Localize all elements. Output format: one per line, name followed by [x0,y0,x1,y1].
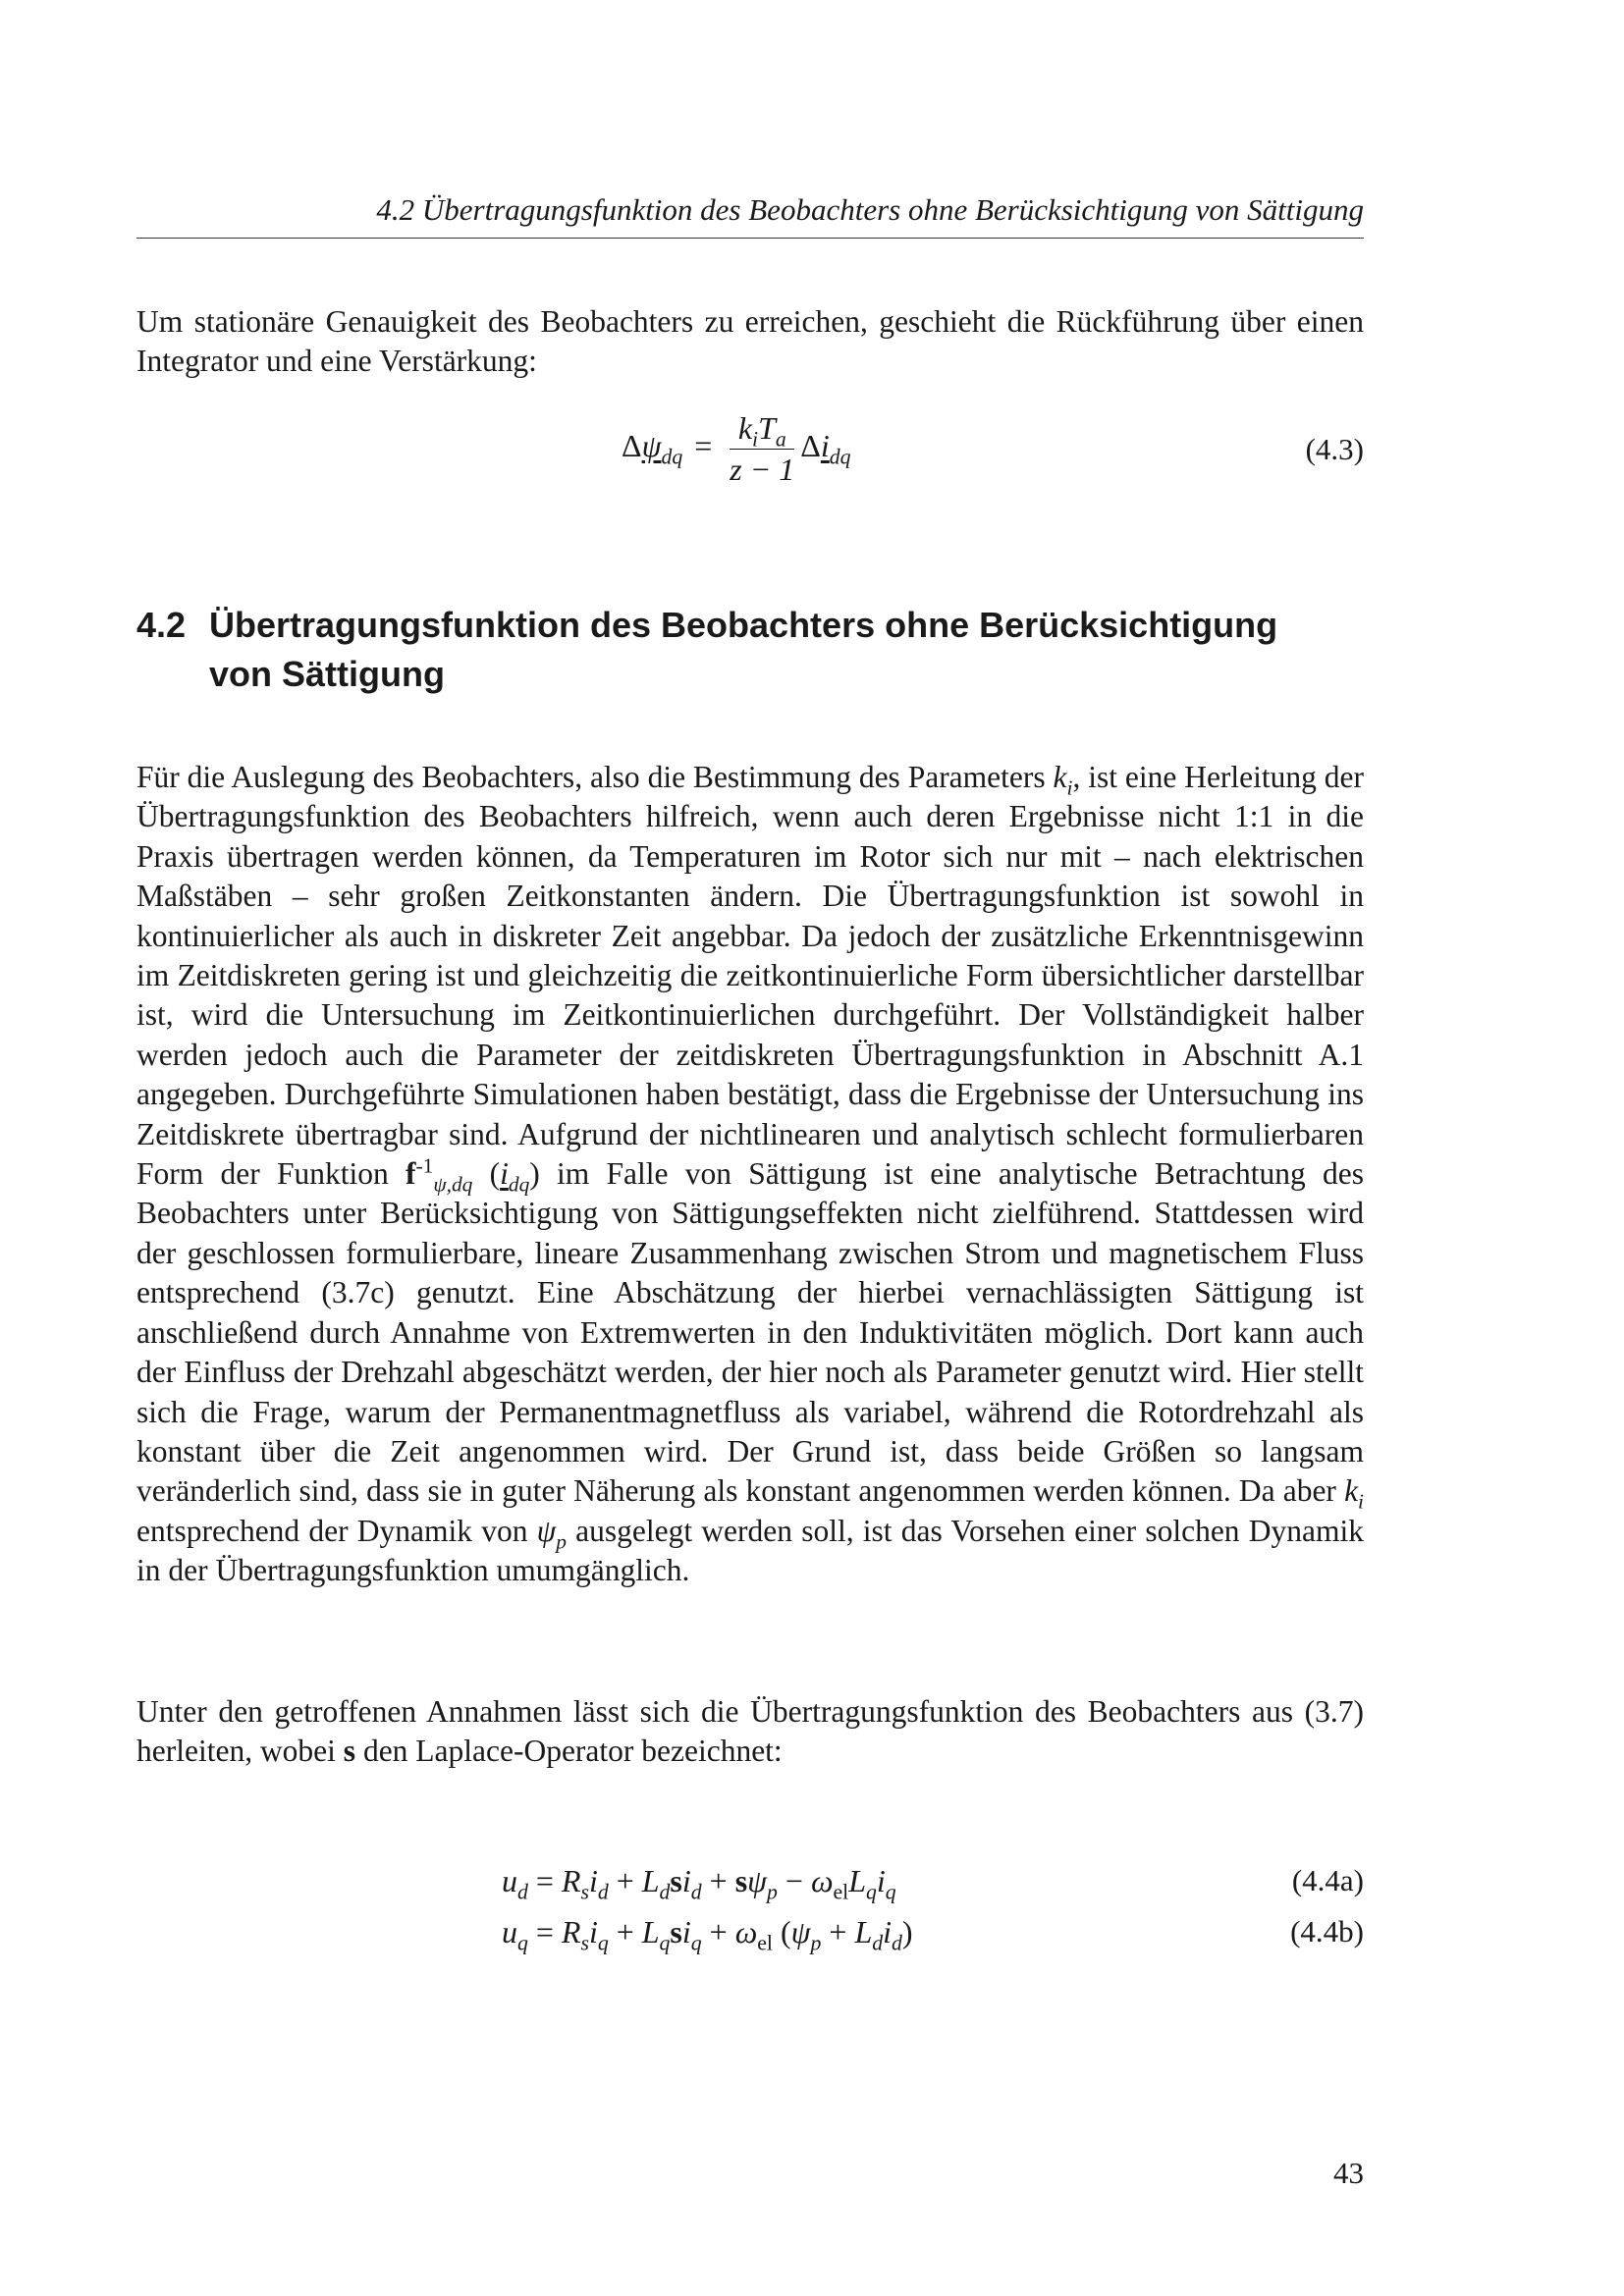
equation-4-3-body: $\Delta\psi_{dq}$ = $\frac{k_iT_a}{z - 1}$ $\Delta i_{dq}$ [622,410,851,487]
body-paragraph-2: Unter den getroffenen Annahmen lässt sich die Übertragungsfunktion des Beobachters aus (3.7) herleiten, wobei s den Laplace-Operator bezeichnet: [136,1694,1364,1769]
running-header [136,192,1364,239]
equation-4-4a: $u_d = R_si_d + L_dsi_d + s\psi_p - \omega_{el}L_qi_q$ (4.4a) [502,1863,1364,1904]
equation-4-4b: $u_q = R_si_q + L_qsi_q + \omega_{el}$ $(\psi_p + L_di_d)$ (4.4b) [502,1914,1364,1955]
equation-number: (4.4a) [1291,1863,1364,1897]
fraction-numerator: $k_iT_a$ [730,410,794,450]
equation-4-3 [136,410,1364,489]
section-title-line1: Übertragungsfunktion des Beobachters ohne Berücksichtigung [209,605,1278,645]
section-heading [136,601,1364,699]
fraction-denominator: z − 1 [730,452,795,487]
fraction [730,410,794,488]
section-number: 4.2 [136,605,187,645]
running-header-title: 4.2 Übertragungsfunktion des Beobachters ohne Berücksichtigung von Sättigung [376,192,1364,227]
intro-paragraph: Um stationäre Genauigkeit des Beobachters zu erreichen, geschieht die Rückführung über einen Integrator und eine Verstärkung: [136,304,1364,379]
body-paragraph-1: Für die Auslegung des Beobachters, also die Bestimmung des Parameters $k_i$, ist eine Herleitung der Übertragungsfunktion des Beobachters hilfreich, wenn auch deren Ergebnisse nicht 1:1 in die Praxis übertragen werden können, da Temperaturen im Rotor sich nur mit – nach elektrischen Maßstäben – sehr großen Zeitkonstanten ändern. Die Übertragungsfunktion ist sowohl in kontinuierlicher als auch in diskreter Zeit angebbar. Da jedoch der zusätzliche Erkenntnisgewinn im Zeitdiskreten gering ist und gleichzeitig die zeitkontinuierliche Form übersichtlicher darstellbar ist, wird die Untersuchung im Zeitkontinuierlichen durchgeführt. Der Vollständigkeit halber werden jedoch auch die Parameter der zeitdiskreten Übertragungsfunktion in Abschnitt A.1 angegeben. Durchgeführte Simulationen haben bestätigt, dass die Ergebnisse der Untersuchung ins Zeitdiskrete übertragbar sind. Aufgrund der nichtlinearen und analytisch schlecht formulierbaren Form der Funktion $f^{-1}_{\psi,dq}$ $(i_{dq})$ im Falle von Sättigung ist eine analytische Betrachtung des Beobachters unter Berücksichtigung von Sättigungseffekten nicht zielführend. Stattdessen wird der geschlossen formulierbare, lineare Zusammenhang zwischen Strom und magnetischem Fluss entsprechend (3.7c) genutzt. Eine Abschätzung der hierbei vernachlässigten Sättigung ist anschließend durch Annahme von Extremwerten in den Induktivitäten möglich. Dort kann auch der Einfluss der Drehzahl abgeschätzt werden, der hier noch als Parameter genutzt wird. Hier stellt sich die Frage, warum der Permanentmagnetfluss als variabel, während die Rotordrehzahl als konstant über die Zeit angenommen wird. Der Grund ist, dass beide Größen so langsam veränderlich sind, dass sie in guter Näherung als konstant angenommen werden können. Da aber $k_i$ entsprechend der Dynamik von $\psi_p$ ausgelegt werden soll, ist das Vorsehen einer solchen Dynamik in der Übertragungsfunktion umumgänglich. [136,760,1365,1588]
section-title-line2: von Sättigung [209,654,445,694]
equation-number: (4.3) [1305,432,1364,466]
equation-number: (4.4b) [1290,1914,1364,1949]
page-number: 43 [1333,2156,1364,2190]
